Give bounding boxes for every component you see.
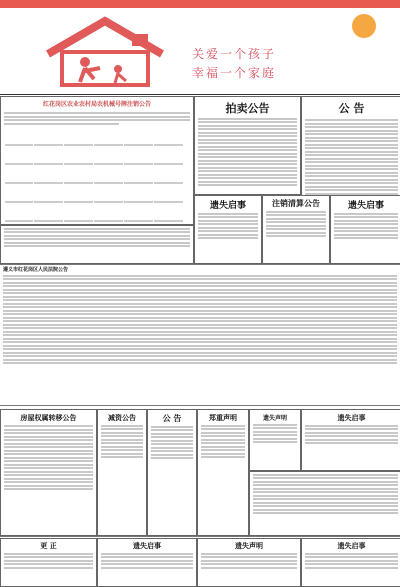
liquidation-title: 注销清算公告 xyxy=(272,198,320,208)
correction-title: 更 正 xyxy=(40,541,57,550)
top-banner xyxy=(0,0,400,93)
agri-notice-cont xyxy=(0,225,194,264)
lost-statement-2-title: 遗失声明 xyxy=(235,541,263,550)
auction-notice xyxy=(194,96,301,195)
lost-notice-2 xyxy=(330,195,400,264)
reduce-capital-notice xyxy=(97,409,147,536)
correction-notice xyxy=(0,538,97,587)
slogan-line-1: 关爱一个孩子 xyxy=(192,47,277,61)
lost-notice-6 xyxy=(301,538,400,587)
lost-statement-title: 遗失声明 xyxy=(262,415,287,422)
divider xyxy=(0,94,400,95)
header-bar xyxy=(0,0,400,8)
notice-3 xyxy=(147,409,197,536)
house-family-icon xyxy=(40,16,170,88)
property-title: 房屋权属转移公告 xyxy=(20,413,77,422)
lost-notice-3 xyxy=(301,409,400,471)
agri-notice-title: 红花岗区农业农村局农机械号牌注销公告 xyxy=(42,101,151,108)
slogan-line-2: 幸福一个家庭 xyxy=(192,66,277,80)
lost-notices-grid xyxy=(249,471,400,536)
lost-notice-1 xyxy=(194,195,262,264)
divider xyxy=(0,264,400,265)
lost-notice-4 xyxy=(97,538,197,587)
divider xyxy=(0,536,400,537)
reduce-capital-title: 减资公告 xyxy=(108,413,136,422)
agri-notice xyxy=(0,96,194,225)
property-notice xyxy=(0,409,97,536)
auction-title: 拍卖公告 xyxy=(225,102,270,115)
sun-icon xyxy=(352,14,376,38)
lost-notice-2-title: 遗失启事 xyxy=(347,201,384,211)
liquidation-notice xyxy=(262,195,330,264)
statement-notice xyxy=(197,409,249,536)
court-notices-section xyxy=(0,266,400,403)
statement-title: 郑重声明 xyxy=(209,413,237,422)
lost-statement-2 xyxy=(197,538,301,587)
divider xyxy=(0,405,400,406)
lost-notice-4-title: 遗失启事 xyxy=(133,541,161,550)
lost-notice-6-title: 遗失启事 xyxy=(337,541,366,550)
notice-3-title: 公 告 xyxy=(162,413,182,423)
lost-notice-3-title: 遗失启事 xyxy=(337,413,366,422)
announcement-title: 公 告 xyxy=(338,102,365,115)
lost-notice-1-title: 遗失启事 xyxy=(209,201,246,211)
court-notice-heading: 遵义市红花岗区人民法院公告 xyxy=(3,267,69,273)
lost-statement-notice xyxy=(249,409,301,471)
